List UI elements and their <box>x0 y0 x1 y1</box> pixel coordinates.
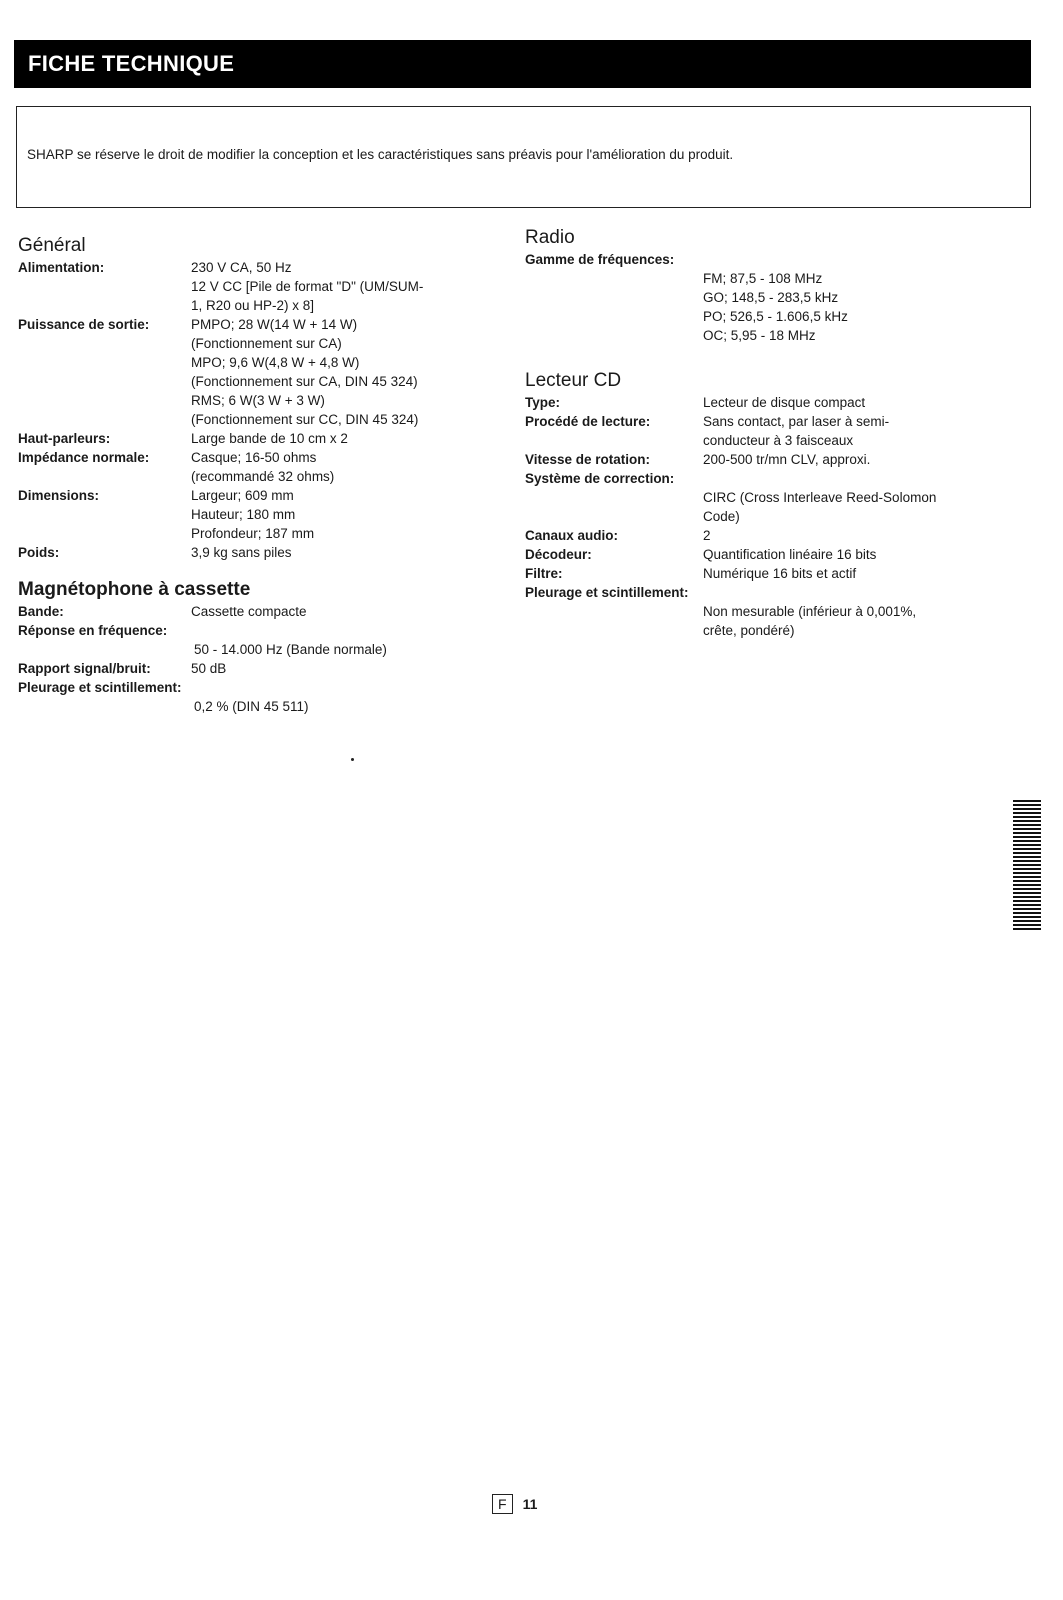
spec-label: Procédé de lecture: <box>525 414 651 429</box>
spec-value: Large bande de 10 cm x 2 <box>191 431 348 446</box>
spec-label: Décodeur: <box>525 547 592 562</box>
spec-value: Quantification linéaire 16 bits <box>703 547 877 562</box>
section-title-cd: Lecteur CD <box>525 370 622 391</box>
page-number: 11 <box>522 1496 538 1512</box>
spec-label-gamme: Gamme de fréquences: <box>525 252 675 267</box>
spec-label: Dimensions: <box>18 488 100 503</box>
spec-label: Alimentation: <box>18 260 105 275</box>
spec-value: (recommandé 32 ohms) <box>191 469 335 484</box>
spec-row-haut-parleurs <box>18 429 498 448</box>
spec-value: 1, R20 ou HP-2) x 8] <box>191 298 315 313</box>
spec-row-alimentation <box>18 258 498 315</box>
barcode-icon <box>1013 800 1041 932</box>
spec-value: Numérique 16 bits et actif <box>703 566 857 581</box>
spec-value: CIRC (Cross Interleave Reed-Solomon <box>703 490 937 505</box>
spec-value: (Fonctionnement sur CA, DIN 45 324) <box>191 374 418 389</box>
spec-row-bande <box>18 602 498 621</box>
spec-label: Vitesse de rotation: <box>525 452 651 467</box>
spec-label: Puissance de sortie: <box>18 317 150 332</box>
spec-label: Poids: <box>18 545 60 560</box>
spec-value: 12 V CC [Pile de format "D" (UM/SUM- <box>191 279 424 294</box>
spec-value: (Fonctionnement sur CA) <box>191 336 342 351</box>
spec-label: Haut-parleurs: <box>18 431 111 446</box>
spec-value: MPO; 9,6 W(4,8 W + 4,8 W) <box>191 355 360 370</box>
spec-value: PMPO; 28 W(14 W + 14 W) <box>191 317 358 332</box>
spec-label: Rapport signal/bruit: <box>18 661 151 676</box>
spec-value: (Fonctionnement sur CC, DIN 45 324) <box>191 412 419 427</box>
spec-row-type <box>525 393 1015 412</box>
spec-label: Filtre: <box>525 566 563 581</box>
spec-value: 2 <box>703 528 711 543</box>
spec-value: Code) <box>703 509 740 524</box>
spec-value: Cassette compacte <box>191 604 307 619</box>
spec-label-pleurage-cd: Pleurage et scintillement: <box>525 585 689 600</box>
spec-row-decodeur <box>525 545 1015 564</box>
spec-row-canaux <box>525 526 1015 545</box>
spec-value: FM; 87,5 - 108 MHz <box>703 271 823 286</box>
page-footer <box>492 1494 537 1514</box>
spec-row-dimensions <box>18 486 498 543</box>
spec-value: 50 - 14.000 Hz (Bande normale) <box>194 642 387 657</box>
spec-value: conducteur à 3 faisceaux <box>703 433 854 448</box>
notice-text: SHARP se réserve le droit de modifier la conception et les caractéristiques sans préavis pour l'amélioration du produit. <box>27 147 734 162</box>
spec-value: 200-500 tr/mn CLV, approxi. <box>703 452 871 467</box>
page-title: FICHE TECHNIQUE <box>28 51 235 76</box>
spec-label: Canaux audio: <box>525 528 619 543</box>
spec-value: Casque; 16-50 ohms <box>191 450 317 465</box>
spec-value: Non mesurable (inférieur à 0,001%, <box>703 604 917 619</box>
spec-label-pleurage: Pleurage et scintillement: <box>18 680 182 695</box>
language-badge: F <box>492 1494 513 1514</box>
spec-row-puissance <box>18 315 498 429</box>
stray-dot <box>351 758 354 761</box>
spec-value: 230 V CA, 50 Hz <box>191 260 292 275</box>
spec-label: Impédance normale: <box>18 450 150 465</box>
spec-value: Hauteur; 180 mm <box>191 507 296 522</box>
section-title-cassette: Magnétophone à cassette <box>18 579 251 600</box>
spec-row-vitesse <box>525 450 1015 469</box>
spec-row-poids <box>18 543 498 562</box>
spec-value: Largeur; 609 mm <box>191 488 294 503</box>
spec-value: PO; 526,5 - 1.606,5 kHz <box>703 309 848 324</box>
section-title-radio: Radio <box>525 227 575 248</box>
spec-value: GO; 148,5 - 283,5 kHz <box>703 290 839 305</box>
spec-value: 3,9 kg sans piles <box>191 545 292 560</box>
spec-value: RMS; 6 W(3 W + 3 W) <box>191 393 325 408</box>
spec-label: Bande: <box>18 604 64 619</box>
spec-label-reponse: Réponse en fréquence: <box>18 623 168 638</box>
spec-row-rapport <box>18 659 498 678</box>
spec-label-systeme: Système de correction: <box>525 471 675 486</box>
spec-label: Type: <box>525 395 561 410</box>
spec-value: crête, pondéré) <box>703 623 795 638</box>
spec-row-filtre <box>525 564 1015 583</box>
spec-value: 0,2 % (DIN 45 511) <box>194 699 309 714</box>
spec-value: OC; 5,95 - 18 MHz <box>703 328 816 343</box>
header-bar <box>14 40 1031 88</box>
spec-row-impedance <box>18 448 498 486</box>
section-title-general: Général <box>18 235 86 256</box>
spec-value: Sans contact, par laser à semi- <box>703 414 890 429</box>
spec-value: Lecteur de disque compact <box>703 395 866 410</box>
right-column <box>525 226 1015 640</box>
left-column <box>18 234 498 716</box>
spec-value: 50 dB <box>191 661 227 676</box>
notice-box <box>16 106 1031 208</box>
spec-row-procede <box>525 412 1015 450</box>
spec-value: Profondeur; 187 mm <box>191 526 315 541</box>
